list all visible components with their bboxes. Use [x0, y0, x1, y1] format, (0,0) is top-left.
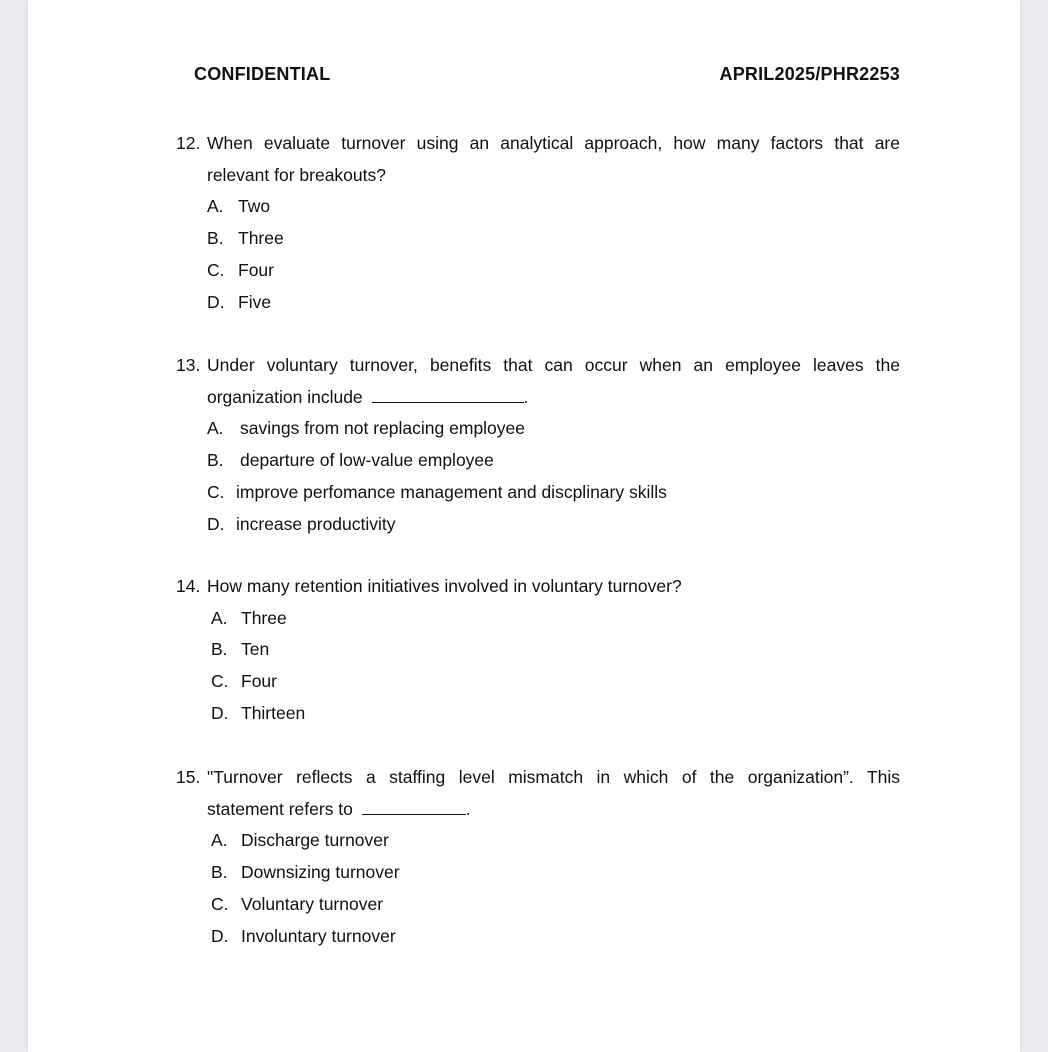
answer-blank	[372, 388, 524, 403]
option-c	[207, 255, 900, 287]
option-letter: B.	[207, 450, 224, 471]
option-letter: D.	[211, 925, 229, 946]
question-text-continued	[176, 382, 900, 414]
question-number: 12.	[176, 133, 201, 153]
option-d	[207, 509, 900, 541]
option-text: Involuntary turnover	[241, 925, 396, 946]
option-letter: A.	[211, 607, 228, 628]
options-list	[176, 825, 900, 952]
option-letter: A.	[211, 830, 228, 851]
options-list	[176, 603, 900, 730]
question-text: Under voluntary turnover, benefits that can occur when an employee leaves the	[207, 355, 900, 375]
question-12	[176, 128, 900, 318]
option-letter: D.	[211, 702, 229, 723]
option-a	[211, 603, 900, 635]
option-b	[211, 634, 900, 666]
question-text-end: .	[523, 386, 529, 407]
option-a	[211, 825, 900, 857]
option-text: Discharge turnover	[241, 830, 389, 851]
question-text: How many retention initiatives involved in voluntary turnover?	[207, 576, 682, 596]
question-text-continued	[176, 794, 900, 826]
options-list	[176, 413, 900, 540]
option-d	[211, 698, 900, 730]
header-paper-code: APRIL2025/PHR2253	[719, 64, 900, 84]
question-text: "Turnover reflects a staffing level mismatch in which of the organization”. This	[207, 767, 900, 787]
option-c	[211, 889, 900, 921]
question-number: 15.	[176, 767, 201, 787]
option-text: Ten	[241, 639, 270, 660]
option-letter: A.	[207, 196, 224, 217]
question-13	[176, 350, 900, 540]
option-b	[211, 857, 900, 889]
option-b	[207, 445, 900, 477]
option-text: improve perfomance management and discplinary skills	[236, 481, 667, 502]
option-c	[207, 477, 900, 509]
answer-blank	[362, 800, 466, 815]
option-text: Three	[238, 228, 284, 249]
option-text: Three	[241, 607, 287, 628]
option-text: Four	[241, 671, 277, 692]
option-text: Downsizing turnover	[241, 862, 400, 883]
option-a	[207, 413, 900, 445]
question-14	[176, 571, 900, 730]
option-letter: C.	[207, 481, 225, 502]
option-letter: C.	[211, 893, 229, 914]
option-text: Two	[238, 196, 271, 217]
header-confidential: CONFIDENTIAL	[194, 64, 331, 84]
option-a	[207, 191, 900, 223]
option-text: departure of low-value employee	[240, 450, 494, 471]
option-d	[211, 921, 900, 953]
document-page	[28, 0, 1020, 1052]
option-letter: B.	[211, 639, 228, 660]
option-b	[207, 223, 900, 255]
question-number: 14.	[176, 576, 201, 596]
option-text: Five	[238, 291, 272, 312]
option-text: Voluntary turnover	[241, 893, 384, 914]
option-letter: D.	[207, 291, 225, 312]
option-letter: B.	[211, 862, 228, 883]
options-list	[176, 191, 900, 318]
question-text: When evaluate turnover using an analytical approach, how many factors that are	[207, 133, 900, 153]
option-text: Four	[238, 259, 274, 280]
option-text: savings from not replacing employee	[240, 418, 526, 439]
question-text-continued: relevant for breakouts?	[207, 164, 386, 185]
option-letter: C.	[211, 671, 229, 692]
option-c	[211, 666, 900, 698]
question-text-part: statement refers to	[207, 798, 353, 819]
question-text-part: organization include	[207, 386, 363, 407]
option-letter: B.	[207, 228, 224, 249]
option-d	[207, 287, 900, 319]
question-number: 13.	[176, 355, 201, 375]
question-text-end: .	[465, 798, 471, 819]
option-text: Thirteen	[241, 702, 306, 723]
option-letter: D.	[207, 513, 225, 534]
option-letter: C.	[207, 259, 225, 280]
option-letter: A.	[207, 418, 224, 439]
option-text: increase productivity	[236, 513, 396, 534]
question-15	[176, 762, 900, 952]
